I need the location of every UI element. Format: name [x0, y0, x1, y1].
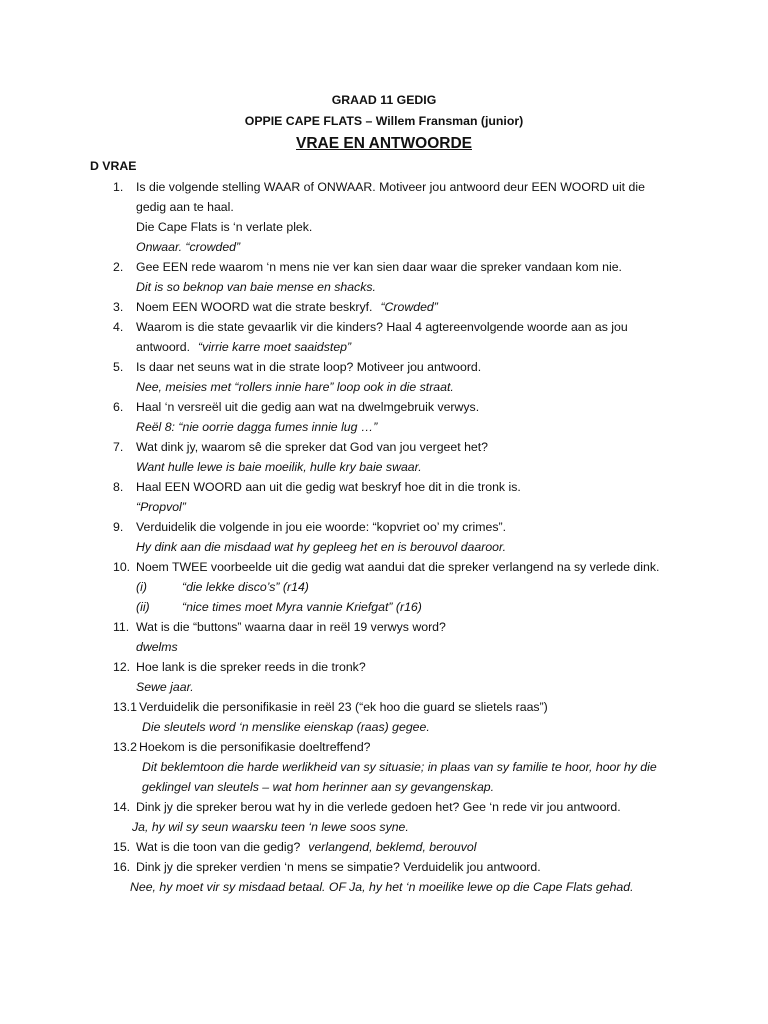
question-text: Verduidelik die volgende in jou eie woorde: “kopvriet oo’ my crimes”.: [136, 520, 506, 534]
question-text: Hoe lank is die spreker reeds in die tronk?: [136, 660, 366, 674]
answer-line: [0, 678, 768, 696]
answer-line: [0, 578, 768, 596]
question-line: [0, 258, 768, 276]
answer-line: [0, 878, 768, 896]
answer-text: “die lekke disco’s” (r14): [182, 580, 309, 594]
answer-text: Dit beklemtoon die harde werlikheid van sy situasie; in plaas van sy familie te hoor, hoor hy die: [142, 760, 657, 774]
answer-line: [0, 378, 768, 396]
question-line: [0, 798, 768, 816]
sub-label: (ii): [136, 600, 150, 614]
answer-text: Nee, hy moet vir sy misdaad betaal. OF Ja, hy het ‘n moeilike lewe op die Cape Flats gehad.: [130, 880, 634, 894]
question-line: [0, 298, 768, 316]
question-number: 5.: [113, 360, 124, 374]
question-text: Verduidelik die personifikasie in reël 23 (“ek hoo die guard se slietels raas”): [139, 700, 548, 714]
question-number: 7.: [113, 440, 124, 454]
question-line: [0, 358, 768, 376]
poem-heading: OPPIE CAPE FLATS – Willem Fransman (junior): [244, 114, 524, 128]
question-line: [0, 518, 768, 536]
question-text: Wat dink jy, waarom sê die spreker dat God van jou vergeet het?: [136, 440, 489, 454]
answer-line: [0, 718, 768, 736]
section-heading: D VRAE: [90, 159, 137, 173]
question-text: Wat is die “buttons” waarna daar in reël 19 verwys word?: [136, 620, 446, 634]
question-line: [0, 838, 768, 856]
sub-label: (i): [136, 580, 147, 594]
question-line: [0, 178, 768, 196]
answer-line: [0, 418, 768, 436]
answer-text: Hy dink aan die misdaad wat hy gepleeg het en is berouvol daaroor.: [136, 540, 507, 554]
question-number: 15.: [113, 840, 131, 854]
question-number: 10.: [113, 560, 131, 574]
question-number: 3.: [113, 300, 124, 314]
question-text: Haal EEN WOORD aan uit die gedig wat beskryf hoe dit in die tronk is.: [136, 480, 521, 494]
question-text: Dink jy die spreker berou wat hy in die verlede gedoen het? Gee ‘n rede vir jou antwoord.: [136, 800, 621, 814]
question-line: [0, 478, 768, 496]
question-text: Haal ‘n versreël uit die gedig aan wat na dwelmgebruik verwys.: [136, 400, 480, 414]
page-title: VRAE EN ANTWOORDE: [296, 135, 472, 152]
question-number: 11.: [113, 620, 130, 634]
question-text: Gee EEN rede waarom ‘n mens nie ver kan sien daar waar die spreker vandaan kom nie.: [136, 260, 622, 274]
question-number: 14.: [113, 800, 131, 814]
question-line: [0, 438, 768, 456]
question-line: [0, 398, 768, 416]
question-text: Hoekom is die personifikasie doeltreffend?: [139, 740, 371, 754]
answer-text: Nee, meisies met “rollers innie hare” loop ook in die straat.: [136, 380, 454, 394]
inline-answer: “Crowded”: [380, 300, 438, 314]
question-line: [0, 558, 768, 576]
answer-text: “Propvol”: [136, 500, 186, 514]
answer-text: Reël 8: “nie oorrie dagga fumes innie lug …”: [136, 420, 378, 434]
question-text: Is daar net seuns wat in die strate loop? Motiveer jou antwoord.: [136, 360, 482, 374]
question-text: Wat is die toon van die gedig?: [136, 840, 301, 854]
answer-text: geklingel van sleutels – wat hom herinner aan sy gevangenskap.: [142, 780, 495, 794]
question-line: [0, 698, 768, 716]
question-number: 6.: [113, 400, 124, 414]
answer-text: Want hulle lewe is baie moeilik, hulle kry baie swaar.: [136, 460, 422, 474]
question-line: [0, 738, 768, 756]
question-number: 2.: [113, 260, 124, 274]
question-text: Noem TWEE voorbeelde uit die gedig wat aandui dat die spreker verlangend na sy verlede dink.: [136, 560, 660, 574]
answer-line: [0, 778, 768, 796]
answer-text: dwelms: [136, 640, 178, 654]
question-number: 8.: [113, 480, 124, 494]
inline-answer: verlangend, beklemd, berouvol: [308, 840, 477, 854]
question-number: 13.2: [113, 740, 137, 754]
grade-heading: GRAAD 11 GEDIG: [331, 93, 437, 107]
answer-text: Onwaar. “crowded”: [136, 240, 241, 254]
question-line: [0, 858, 768, 876]
question-text: Dink jy die spreker verdien ‘n mens se simpatie? Verduidelik jou antwoord.: [136, 860, 541, 874]
answer-text: Sewe jaar.: [136, 680, 194, 694]
answer-text: Dit is so beknop van baie mense en shacks.: [136, 280, 376, 294]
question-line: [0, 658, 768, 676]
answer-line: [0, 338, 768, 356]
question-number: 13.1: [113, 700, 137, 714]
answer-text: antwoord.: [136, 340, 191, 354]
inline-answer: “virrie karre moet saaidstep”: [198, 340, 352, 354]
question-number: 16.: [113, 860, 131, 874]
question-number: 4.: [113, 320, 124, 334]
answer-line: [0, 278, 768, 296]
answer-line: [0, 758, 768, 776]
answer-line: [0, 638, 768, 656]
question-text: Noem EEN WOORD wat die strate beskryf.: [136, 300, 373, 314]
answer-line: [0, 498, 768, 516]
answer-line: [0, 458, 768, 476]
answer-text: Die Cape Flats is ‘n verlate plek.: [136, 220, 313, 234]
question-number: 1.: [113, 180, 124, 194]
question-number: 9.: [113, 520, 124, 534]
answer-line: [0, 818, 768, 836]
answer-line: [0, 198, 768, 216]
question-number: 12.: [113, 660, 131, 674]
answer-text: “nice times moet Myra vannie Kriefgat” (r16): [182, 600, 422, 614]
question-line: [0, 318, 768, 336]
answer-text: Ja, hy wil sy seun waarsku teen ‘n lewe soos syne.: [132, 820, 409, 834]
answer-line: [0, 238, 768, 256]
answer-text: Die sleutels word ‘n menslike eienskap (raas) gegee.: [142, 720, 430, 734]
answer-text: gedig aan te haal.: [136, 200, 234, 214]
answer-line: [0, 538, 768, 556]
question-text: Is die volgende stelling WAAR of ONWAAR. Motiveer jou antwoord deur EEN WOORD uit die: [136, 180, 645, 194]
answer-line: [0, 598, 768, 616]
answer-line: [0, 218, 768, 236]
question-line: [0, 618, 768, 636]
question-text: Waarom is die state gevaarlik vir die kinders? Haal 4 agtereenvolgende woorde aan as jou: [136, 320, 628, 334]
